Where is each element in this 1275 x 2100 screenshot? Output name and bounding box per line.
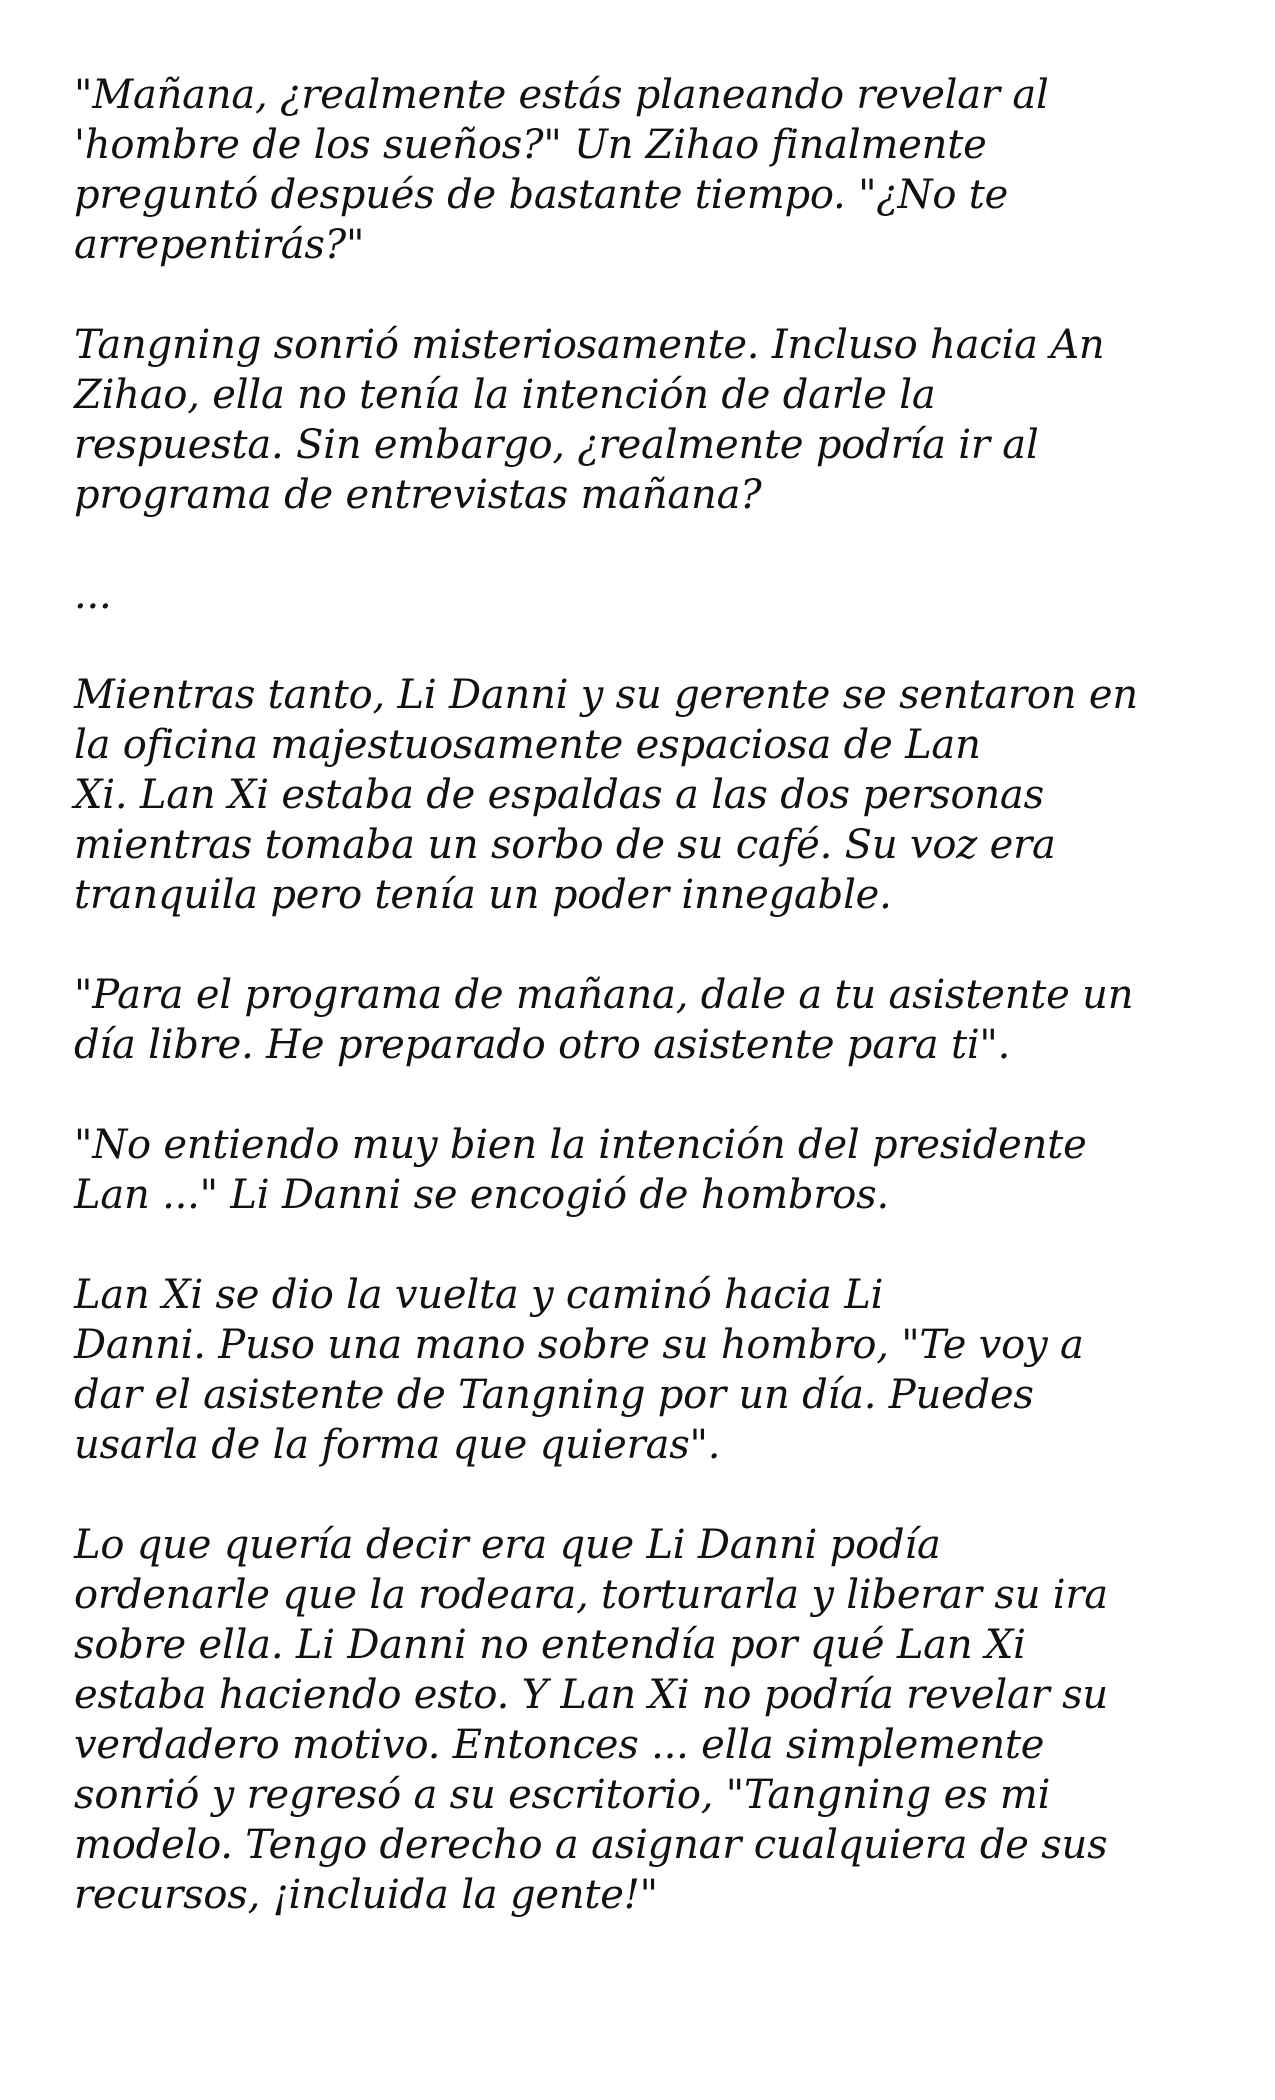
text-line: Danni. Puso una mano sobre su hombro, "Te voy a (74, 1322, 1084, 1368)
text-line: Mientras tanto, Li Danni y su gerente se sentaron en (74, 672, 1138, 718)
text-line: ordenarle que la rodeara, torturarla y liberar su ira (74, 1572, 1108, 1618)
paragraph-5 (74, 1120, 1224, 1220)
text-line: "Para el programa de mañana, dale a tu asistente un (74, 972, 1134, 1018)
paragraph-7 (74, 1520, 1224, 1920)
text-line: Zihao, ella no tenía la intención de darle la (74, 372, 936, 418)
paragraph-6 (74, 1270, 1224, 1470)
text-line: "Mañana, ¿realmente estás planeando revelar al (74, 72, 1049, 118)
text-line: Xi. Lan Xi estaba de espaldas a las dos personas (74, 772, 1044, 818)
paragraph-3 (74, 670, 1224, 920)
text-line: día libre. He preparado otro asistente para ti". (74, 1022, 1011, 1068)
text-line: usarla de la forma que quieras". (74, 1422, 721, 1468)
paragraph-4 (74, 970, 1224, 1070)
text-line: sonrió y regresó a su escritorio, "Tangning es mi (74, 1772, 1051, 1818)
text-line: verdadero motivo. Entonces ... ella simplemente (74, 1722, 1045, 1768)
paragraph-2 (74, 320, 1224, 520)
text-line: tranquila pero tenía un poder innegable. (74, 872, 892, 918)
text-line: Lo que quería decir era que Li Danni podía (74, 1522, 941, 1568)
text-line: Tangning sonrió misteriosamente. Incluso hacia An (74, 322, 1105, 368)
paragraph-1 (74, 70, 1224, 270)
text-line: 'hombre de los sueños?" Un Zihao finalmente (74, 122, 987, 168)
text-line: modelo. Tengo derecho a asignar cualquiera de sus (74, 1822, 1108, 1868)
text-line: preguntó después de bastante tiempo. "¿No te (74, 172, 1009, 218)
text-line: respuesta. Sin embargo, ¿realmente podría ir al (74, 422, 1039, 468)
text-line: "No entiendo muy bien la intención del presidente (74, 1122, 1087, 1168)
text-line: arrepentirás?" (74, 222, 365, 268)
text-line: sobre ella. Li Danni no entendía por qué Lan Xi (74, 1622, 1026, 1668)
text-line: programa de entrevistas mañana? (74, 472, 762, 518)
document-body (74, 70, 1224, 1970)
text-line: Lan ..." Li Danni se encogió de hombros. (74, 1172, 890, 1218)
text-line: Lan Xi se dio la vuelta y caminó hacia Li (74, 1272, 884, 1318)
text-line: recursos, ¡incluida la gente!" (74, 1872, 658, 1918)
text-line: ... (74, 572, 112, 618)
text-line: dar el asistente de Tangning por un día. Puedes (74, 1372, 1034, 1418)
text-line: mientras tomaba un sorbo de su café. Su voz era (74, 822, 1056, 868)
text-line: la oficina majestuosamente espaciosa de Lan (74, 722, 981, 768)
text-line: estaba haciendo esto. Y Lan Xi no podría revelar su (74, 1672, 1108, 1718)
scene-break (74, 570, 1224, 620)
